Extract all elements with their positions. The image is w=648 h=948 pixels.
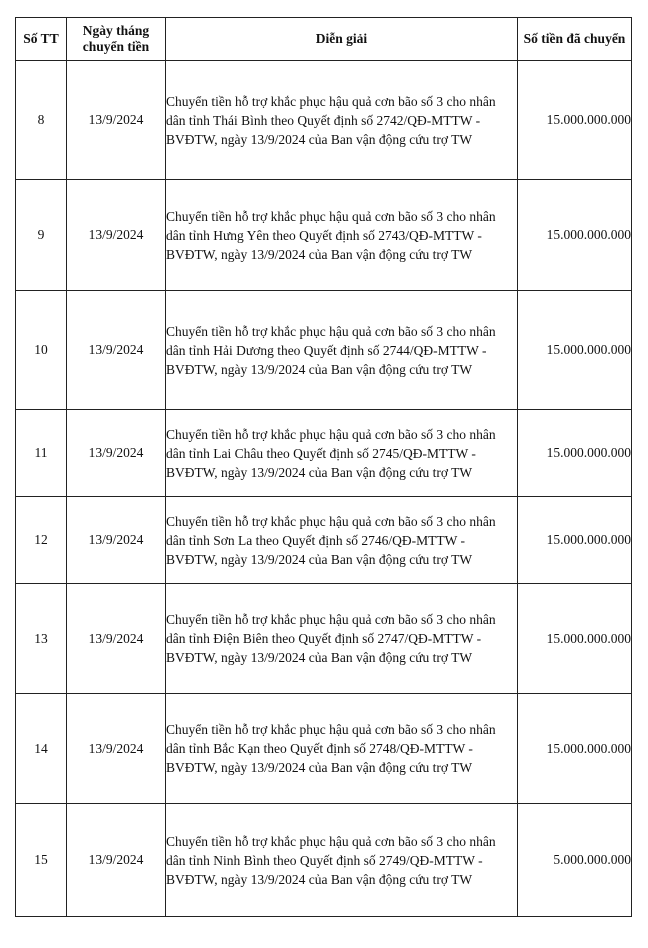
header-amount: Số tiền đã chuyển	[518, 18, 632, 61]
cell-amount: 15.000.000.000	[518, 180, 632, 291]
cell-stt: 15	[16, 804, 67, 917]
cell-amount: 15.000.000.000	[518, 291, 632, 410]
cell-description: Chuyển tiền hỗ trợ khắc phục hậu quả cơn bão số 3 cho nhân dân tỉnh Hưng Yên theo Quyết định số 2743/QĐ-MTTW - BVĐTW, ngày 13/9/2024 của Ban vận động cứu trợ TW	[166, 180, 518, 291]
cell-date: 13/9/2024	[67, 291, 166, 410]
cell-amount: 15.000.000.000	[518, 497, 632, 584]
table-row	[16, 584, 632, 694]
cell-description: Chuyển tiền hỗ trợ khắc phục hậu quả cơn bão số 3 cho nhân dân tỉnh Lai Châu theo Quyết định số 2745/QĐ-MTTW - BVĐTW, ngày 13/9/2024 của Ban vận động cứu trợ TW	[166, 410, 518, 497]
table-row	[16, 410, 632, 497]
table-header	[16, 18, 632, 61]
cell-stt: 9	[16, 180, 67, 291]
cell-date: 13/9/2024	[67, 61, 166, 180]
cell-date: 13/9/2024	[67, 694, 166, 804]
cell-description: Chuyển tiền hỗ trợ khắc phục hậu quả cơn bão số 3 cho nhân dân tỉnh Điện Biên theo Quyết định số 2747/QĐ-MTTW - BVĐTW, ngày 13/9/2024 của Ban vận động cứu trợ TW	[166, 584, 518, 694]
table-row	[16, 694, 632, 804]
cell-stt: 14	[16, 694, 67, 804]
table-row	[16, 291, 632, 410]
table-row	[16, 61, 632, 180]
cell-description: Chuyển tiền hỗ trợ khắc phục hậu quả cơn bão số 3 cho nhân dân tỉnh Sơn La theo Quyết định số 2746/QĐ-MTTW - BVĐTW, ngày 13/9/2024 của Ban vận động cứu trợ TW	[166, 497, 518, 584]
table-row	[16, 180, 632, 291]
cell-date: 13/9/2024	[67, 497, 166, 584]
cell-amount: 15.000.000.000	[518, 694, 632, 804]
table-row	[16, 497, 632, 584]
table-body	[16, 61, 632, 917]
cell-stt: 11	[16, 410, 67, 497]
cell-stt: 8	[16, 61, 67, 180]
cell-date: 13/9/2024	[67, 180, 166, 291]
cell-description: Chuyển tiền hỗ trợ khắc phục hậu quả cơn bão số 3 cho nhân dân tỉnh Bắc Kạn theo Quyết định số 2748/QĐ-MTTW - BVĐTW, ngày 13/9/2024 của Ban vận động cứu trợ TW	[166, 694, 518, 804]
transfer-table	[15, 17, 632, 917]
table-row	[16, 804, 632, 917]
cell-amount: 15.000.000.000	[518, 410, 632, 497]
cell-stt: 12	[16, 497, 67, 584]
cell-date: 13/9/2024	[67, 804, 166, 917]
cell-description: Chuyển tiền hỗ trợ khắc phục hậu quả cơn bão số 3 cho nhân dân tỉnh Hải Dương theo Quyết định số 2744/QĐ-MTTW - BVĐTW, ngày 13/9/2024 của Ban vận động cứu trợ TW	[166, 291, 518, 410]
header-description: Diễn giải	[166, 18, 518, 61]
header-date: Ngày tháng chuyển tiền	[67, 18, 166, 61]
cell-date: 13/9/2024	[67, 584, 166, 694]
cell-amount: 5.000.000.000	[518, 804, 632, 917]
cell-stt: 13	[16, 584, 67, 694]
cell-description: Chuyển tiền hỗ trợ khắc phục hậu quả cơn bão số 3 cho nhân dân tỉnh Ninh Bình theo Quyết định số 2749/QĐ-MTTW - BVĐTW, ngày 13/9/2024 của Ban vận động cứu trợ TW	[166, 804, 518, 917]
header-stt: Số TT	[16, 18, 67, 61]
cell-description: Chuyển tiền hỗ trợ khắc phục hậu quả cơn bão số 3 cho nhân dân tỉnh Thái Bình theo Quyết định số 2742/QĐ-MTTW - BVĐTW, ngày 13/9/2024 của Ban vận động cứu trợ TW	[166, 61, 518, 180]
cell-amount: 15.000.000.000	[518, 61, 632, 180]
cell-amount: 15.000.000.000	[518, 584, 632, 694]
cell-stt: 10	[16, 291, 67, 410]
header-row	[16, 18, 632, 61]
cell-date: 13/9/2024	[67, 410, 166, 497]
